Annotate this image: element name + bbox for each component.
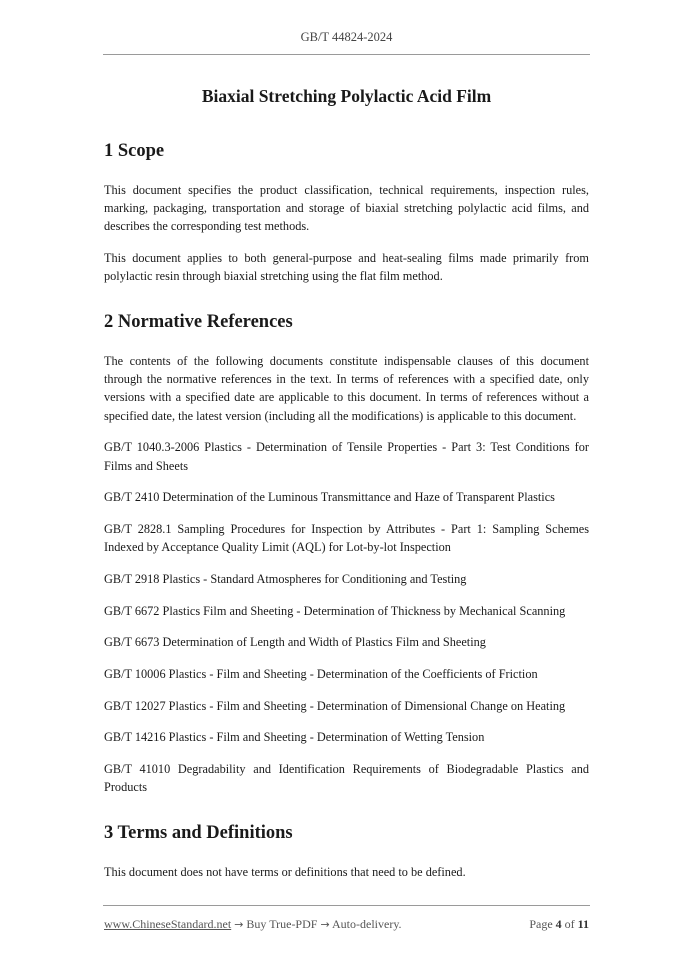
delivery-text: Auto-delivery. xyxy=(332,917,402,931)
reference-item: GB/T 41010 Degradability and Identification Requirements of Biodegradable Plastics and Products xyxy=(104,762,589,795)
page-of: of xyxy=(564,917,575,931)
section-normative-references xyxy=(104,309,589,796)
reference-item: GB/T 12027 Plastics - Film and Sheeting - Determination of Dimensional Change on Heating xyxy=(104,698,566,713)
page-number xyxy=(529,917,589,932)
reference-item: GB/T 1040.3-2006 Plastics - Determination of Tensile Properties - Part 3: Test Conditions for Films and Sheets xyxy=(104,440,589,473)
reference-item: GB/T 2410 Determination of the Luminous Transmittance and Haze of Transparent Plastics xyxy=(104,490,555,505)
reference-item: GB/T 6673 Determination of Length and Width of Plastics Film and Sheeting xyxy=(104,635,486,650)
reference-item: GB/T 2918 Plastics - Standard Atmospheres for Conditioning and Testing xyxy=(104,571,467,586)
paragraph: This document does not have terms or definitions that need to be defined. xyxy=(104,864,466,879)
page-footer xyxy=(104,917,589,932)
header-divider xyxy=(103,54,590,55)
section-scope xyxy=(104,138,589,286)
document-body xyxy=(104,84,589,895)
buy-text: Buy True-PDF xyxy=(246,917,318,931)
arrow-right-icon: → xyxy=(320,918,330,931)
page-total: 11 xyxy=(577,917,589,931)
footer-divider xyxy=(103,905,590,906)
page-label: Page xyxy=(529,917,553,931)
reference-item: GB/T 6672 Plastics Film and Sheeting - Determination of Thickness by Mechanical Scanning xyxy=(104,603,566,618)
section-heading: 3 Terms and Definitions xyxy=(104,822,293,843)
paragraph: This document specifies the product classification, technical requirements, inspection rules, marking, packaging, transportation and storage of biaxial stretching polylactic acid films, and describes the corresponding test methods. xyxy=(104,183,589,234)
reference-item: GB/T 10006 Plastics - Film and Sheeting - Determination of the Coefficients of Friction xyxy=(104,666,538,681)
document-title: Biaxial Stretching Polylactic Acid Film xyxy=(201,86,492,106)
reference-item: GB/T 14216 Plastics - Film and Sheeting - Determination of Wetting Tension xyxy=(104,730,485,745)
page-header-standard-code: GB/T 44824-2024 xyxy=(300,30,393,44)
section-terms-and-definitions xyxy=(104,820,589,881)
reference-item: GB/T 2828.1 Sampling Procedures for Inspection by Attributes - Part 1: Sampling Schemes Indexed by Acceptance Quality Limit (AQL) for Lot-by-lot Inspection xyxy=(104,521,589,555)
arrow-right-icon: → xyxy=(234,918,244,931)
footer-left xyxy=(104,917,402,932)
paragraph: This document applies to both general-purpose and heat-sealing films made primarily from polylactic resin through biaxial stretching using the flat film method. xyxy=(104,251,589,284)
section-heading: 1 Scope xyxy=(104,141,165,161)
site-link[interactable]: www.ChineseStandard.net xyxy=(104,917,232,931)
section-heading: 2 Normative References xyxy=(104,312,293,333)
page-current: 4 xyxy=(555,917,562,931)
paragraph: The contents of the following documents constitute indispensable clauses of this document through the normative references in the text. In terms of references with a specified date, only versions with a specified date are applicable to this document. In terms of references without a specified date, the latest version (including all the modifications) is applicable to this document. xyxy=(104,354,589,423)
